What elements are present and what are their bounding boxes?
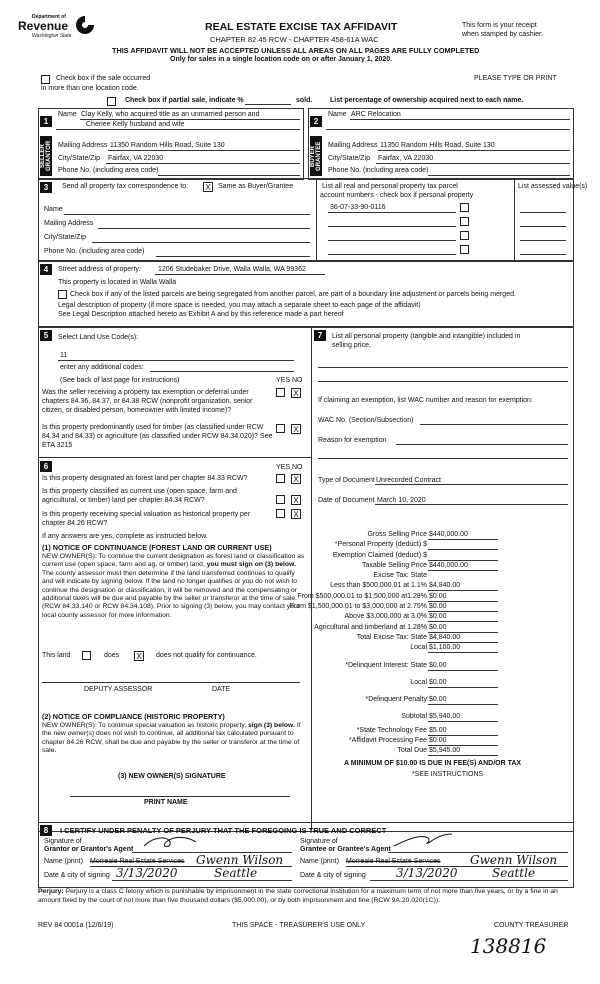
rule bbox=[328, 212, 456, 213]
rule[interactable] bbox=[328, 226, 456, 227]
tax-row bbox=[312, 572, 570, 582]
rule[interactable] bbox=[318, 458, 568, 459]
tax-value[interactable]: $0.00 bbox=[429, 661, 447, 669]
tax-label: Less than $500,000.01 at 1.1% bbox=[330, 582, 427, 590]
tax-row bbox=[312, 613, 570, 623]
tax-label: Exemption Claimed (deduct) $ bbox=[332, 551, 427, 559]
buyer-city[interactable]: Fairfax, VA 22030 bbox=[378, 155, 434, 162]
partial-pct-line[interactable] bbox=[245, 104, 291, 105]
seller-city[interactable]: Fairfax, VA 22030 bbox=[108, 155, 164, 162]
tax-row bbox=[312, 531, 570, 541]
corr-mail-line[interactable] bbox=[98, 228, 310, 229]
form-revision: REV 84 0001a (12/6/19) bbox=[38, 922, 114, 929]
certify-text: I CERTIFY UNDER PENALTY OF PERJURY THAT THE FOREGOING IS TRUE AND CORRECT bbox=[60, 826, 387, 835]
rule[interactable] bbox=[328, 240, 456, 241]
seller-phone-line[interactable] bbox=[158, 175, 300, 176]
rule bbox=[58, 360, 294, 361]
land-does-not-checkbox[interactable] bbox=[82, 651, 91, 660]
tax-row bbox=[312, 634, 570, 644]
grantee-signature-scribble[interactable] bbox=[392, 832, 454, 850]
seller-name-1[interactable]: Clay Kelly, who acquired title as an unmarried person and bbox=[81, 111, 260, 118]
grantor-struck-name: Morreale Real Estate Services bbox=[90, 858, 185, 865]
grantee-sig-of: Signature of bbox=[300, 838, 338, 845]
section-2-number: 2 bbox=[310, 116, 322, 127]
notice-1-a: NEW OWNER(S): To continue the current designation as forest land or classification as current use (open space, farm and ag, or timber) land, bbox=[42, 553, 305, 569]
s6-q1-no-checkbox[interactable]: X bbox=[291, 474, 301, 484]
tax-label: Total Excise Tax: State bbox=[356, 633, 427, 641]
grantor-city[interactable]: Seattle bbox=[214, 866, 258, 880]
buyer-mail-label: Mailing Address bbox=[328, 142, 378, 149]
rule bbox=[428, 670, 498, 671]
notice-1-text bbox=[42, 553, 306, 620]
additional-codes-line[interactable] bbox=[150, 371, 294, 372]
multi-location-label-2: in more than one location code. bbox=[41, 85, 139, 92]
please-type: PLEASE TYPE OR PRINT bbox=[474, 75, 557, 82]
tax-label: *State Technology Fee bbox=[356, 726, 427, 734]
grantee-city[interactable]: Seattle bbox=[492, 866, 536, 880]
buyer-phone-line[interactable] bbox=[428, 175, 570, 176]
grantee-agent-label: Grantee or Grantee's Agent bbox=[300, 846, 391, 853]
tax-row bbox=[312, 727, 570, 737]
s5-q2-no-checkbox[interactable]: X bbox=[291, 424, 301, 434]
rule bbox=[316, 178, 317, 260]
segregated-label: Check box if any of the listed parcels are being segregated from another parcel, are part of a boundary line adjustment or parcels being merged. bbox=[70, 291, 516, 298]
s6-q3-yes-checkbox[interactable] bbox=[276, 509, 285, 518]
buyer-mail[interactable]: 11350 Random Hills Road, Suite 130 bbox=[380, 142, 495, 149]
tax-label: *Delinquent Penalty bbox=[365, 696, 427, 704]
tax-value[interactable]: $0.00 bbox=[429, 623, 447, 631]
tax-label: Local bbox=[410, 644, 427, 652]
personal-property-checkbox-3[interactable] bbox=[460, 231, 469, 240]
buyer-name-label: Name bbox=[328, 111, 347, 118]
rule[interactable] bbox=[520, 226, 566, 227]
corr-city-label: City/State/Zip bbox=[44, 234, 87, 241]
legal-desc-2[interactable]: See Legal Description attached hereto as Exhibit A and by this reference made a part hereof bbox=[58, 311, 344, 318]
wac-label: WAC No. (Section/Subsection) bbox=[318, 417, 414, 424]
tax-row bbox=[312, 562, 570, 572]
rule bbox=[38, 457, 311, 458]
corr-phone-line[interactable] bbox=[156, 256, 310, 257]
rule bbox=[428, 721, 498, 722]
reason-line[interactable] bbox=[396, 444, 568, 445]
seller-city-label: City/State/Zip bbox=[58, 155, 101, 162]
personal-prop-2: selling price. bbox=[332, 342, 371, 349]
land-use-code[interactable]: 11 bbox=[60, 352, 68, 359]
perjury-label: Perjury: bbox=[38, 888, 64, 895]
tax-label: Agricultural and timberland at 1.28% bbox=[314, 623, 427, 631]
land-use-label: Select Land Use Code(s): bbox=[58, 334, 139, 341]
doc-type-label: Type of Document bbox=[318, 477, 375, 484]
doc-date[interactable]: March 10, 2020 bbox=[377, 497, 426, 504]
rule bbox=[112, 880, 292, 881]
tax-value[interactable]: $0.00 bbox=[429, 603, 447, 611]
stamp-number: 138816 bbox=[470, 934, 547, 958]
multi-location-checkbox[interactable] bbox=[41, 75, 50, 84]
personal-prop-1: List all personal property (tangible and intangible) included in bbox=[332, 333, 521, 340]
any-yes: If any answers are yes, complete as instructed below. bbox=[42, 533, 208, 540]
tax-label: Gross Selling Price bbox=[367, 531, 427, 538]
partial-sale-checkbox[interactable] bbox=[107, 97, 116, 106]
s6-q2: Is this property classified as current use (open space, farm and agricultural, or timber) land per chapter 84.34 RCW? bbox=[42, 488, 237, 504]
notice-2-a: NEW OWNER(S): To continue special valuation as historic property, bbox=[42, 722, 247, 729]
grantor-agent-label: Grantor or Grantor's Agent bbox=[44, 846, 134, 853]
list-parcels-1: List all real and personal property tax parcel bbox=[322, 183, 458, 190]
tax-row bbox=[312, 644, 570, 654]
s6-q3-no-checkbox[interactable]: X bbox=[291, 509, 301, 519]
tax-label: Total Due bbox=[397, 747, 427, 755]
rule bbox=[428, 704, 498, 705]
tax-row bbox=[289, 603, 570, 613]
section-1-number: 1 bbox=[40, 116, 52, 127]
rule bbox=[428, 549, 498, 550]
same-as-buyer-checkbox[interactable]: X bbox=[203, 182, 213, 192]
buyer-phone-label: Phone No. (including area code) bbox=[328, 167, 429, 174]
land-does-checkbox[interactable]: X bbox=[134, 651, 144, 661]
only-for-text: Only for sales in a single location code on or after January 1, 2020. bbox=[170, 56, 393, 63]
corr-name-label: Name bbox=[44, 206, 63, 213]
s6-q2-no-checkbox[interactable]: X bbox=[291, 495, 301, 505]
rule[interactable] bbox=[520, 240, 566, 241]
notice-1-b: you must sign on (3) below. bbox=[206, 561, 296, 569]
s5-yes: YES bbox=[276, 377, 291, 384]
rule bbox=[428, 590, 498, 591]
tax-row bbox=[312, 713, 570, 723]
rule bbox=[428, 601, 498, 602]
rule bbox=[428, 642, 498, 643]
receipt-note-1: This form is your receipt bbox=[462, 22, 537, 29]
s5-q2: Is this property predominantly used for timber (as classified under RCW 84.34 and 84.33) or agriculture (as classified under RCW 84.34.020)? See ETA 3215 bbox=[42, 424, 273, 449]
legal-desc-1: Legal description of property (if more space is needed, you may attach a separate sheet to each page of the affidavit) bbox=[58, 302, 421, 309]
notice-1-title: (1) NOTICE OF CONTINUANCE (FOREST LAND OR CURRENT USE) bbox=[42, 543, 272, 552]
warning-text: THIS AFFIDAVIT WILL NOT BE ACCEPTED UNLESS ALL AREAS ON ALL PAGES ARE FULLY COMPLETED bbox=[112, 46, 480, 55]
grantor-date[interactable]: 3/13/2020 bbox=[116, 866, 178, 880]
rule[interactable] bbox=[318, 381, 568, 382]
see-back: (See back of last page for instructions) bbox=[60, 377, 180, 384]
tax-row bbox=[312, 624, 570, 634]
tax-row bbox=[312, 679, 570, 689]
corr-name-line[interactable] bbox=[64, 214, 310, 215]
rule bbox=[376, 163, 570, 164]
tax-value[interactable]: $0.00 bbox=[429, 592, 447, 600]
street-label: Street address of property: bbox=[58, 266, 141, 273]
s5-q1-no-checkbox[interactable]: X bbox=[291, 388, 301, 398]
rule bbox=[514, 178, 515, 260]
tax-label: *Personal Property (deduct) $ bbox=[334, 541, 427, 549]
new-owner-signature-label: (3) NEW OWNER(S) SIGNATURE bbox=[118, 773, 226, 780]
s5-no: NO bbox=[292, 377, 303, 384]
segregated-checkbox[interactable] bbox=[58, 290, 67, 299]
tax-value[interactable]: $5,945.00 bbox=[429, 747, 461, 755]
section-6-number: 6 bbox=[40, 461, 52, 472]
rule bbox=[350, 119, 570, 120]
notice-2-title: (2) NOTICE OF COMPLIANCE (HISTORIC PROPERTY) bbox=[42, 712, 225, 721]
section-5-number: 5 bbox=[40, 330, 52, 341]
tax-row bbox=[312, 696, 570, 706]
tax-value[interactable]: $4,840.00 bbox=[429, 582, 461, 590]
seller-mail[interactable]: 11350 Random Hills Road, Suite 130 bbox=[110, 142, 225, 149]
this-land: This land bbox=[42, 652, 71, 659]
seller-name-label: Name bbox=[58, 111, 77, 118]
does-label: does bbox=[104, 652, 120, 659]
form-chapter: CHAPTER 82.45 RCW - CHAPTER 458-61A WAC bbox=[210, 35, 379, 44]
tax-label: Subtotal bbox=[401, 713, 427, 721]
section-4-number: 4 bbox=[40, 264, 52, 275]
s5-q1-yes-checkbox[interactable] bbox=[276, 388, 285, 397]
s6-yes: YES bbox=[276, 464, 291, 471]
doc-date-label: Date of Document bbox=[318, 497, 375, 504]
deputy-assessor: DEPUTY ASSESSOR bbox=[84, 686, 153, 693]
tax-row bbox=[312, 662, 570, 672]
rule bbox=[326, 129, 570, 130]
not-qualify: does not qualify for continuance. bbox=[156, 652, 257, 659]
tax-row bbox=[312, 747, 570, 757]
perjury-body: Perjury is a class C felony which is punishable by imprisonment in the state correctional institution for a maximum term of not more than five years, or by a fine in an amount fixed by the court of not more than five thousand dollars ($5,000.00), or by both imprisonment and fine (RCW 9A.20.020(1C)). bbox=[38, 888, 558, 904]
rule bbox=[428, 652, 498, 653]
tax-value[interactable]: $1,100.00 bbox=[429, 644, 461, 652]
tax-label: Excise Tax: State bbox=[373, 572, 427, 580]
tax-label: *Affidavit Processing Fee bbox=[348, 737, 427, 745]
tax-row bbox=[312, 552, 570, 562]
rule bbox=[428, 570, 498, 571]
send-correspondence-label: Send all property tax correspondence to: bbox=[62, 183, 189, 190]
buyer-side-label: BUYER GRANTEE bbox=[310, 136, 322, 176]
street-address[interactable]: 1206 Studebaker Drive, Walla Walla, WA 99362 bbox=[158, 266, 306, 273]
doc-type[interactable]: Unrecorded Contract bbox=[376, 477, 441, 484]
rule bbox=[428, 611, 498, 612]
rule bbox=[428, 687, 498, 688]
s6-q1-yes-checkbox[interactable] bbox=[276, 474, 285, 483]
sold-label: sold. bbox=[296, 97, 313, 104]
logo-swirl-icon bbox=[74, 14, 96, 36]
section-7-number: 7 bbox=[314, 330, 326, 341]
tax-row bbox=[312, 541, 570, 551]
tax-table bbox=[289, 531, 570, 758]
tax-label: *Delinquent Interest: State bbox=[345, 661, 427, 669]
list-percentage: List percentage of ownership acquired next to each name. bbox=[330, 97, 524, 104]
grantee-print-name[interactable]: Gwenn Wilson bbox=[470, 853, 558, 867]
rule bbox=[378, 150, 570, 151]
notice-2-text bbox=[42, 722, 306, 756]
s6-no: NO bbox=[292, 464, 303, 471]
rule bbox=[155, 274, 325, 275]
tax-value[interactable]: $0.00 bbox=[429, 696, 447, 704]
grantee-date[interactable]: 3/13/2020 bbox=[396, 866, 458, 880]
rule bbox=[106, 163, 300, 164]
logo-sub: Washington State bbox=[32, 33, 72, 39]
grantee-date-label: Date & city of signing bbox=[300, 872, 366, 879]
personal-property-checkbox-2[interactable] bbox=[460, 217, 469, 226]
additional-codes-label: enter any additional codes: bbox=[60, 364, 144, 371]
tax-value[interactable]: $5.00 bbox=[429, 726, 447, 734]
tax-row bbox=[297, 592, 570, 603]
corr-phone-label: Phone No. (including area code) bbox=[44, 248, 145, 255]
see-instructions: *SEE INSTRUCTIONS bbox=[412, 771, 484, 778]
tax-label: Taxable Selling Price bbox=[362, 561, 427, 569]
grantor-signature-scribble[interactable] bbox=[140, 834, 200, 850]
s6-q2-yes-checkbox[interactable] bbox=[276, 495, 285, 504]
section-8-number: 8 bbox=[40, 825, 52, 836]
rule bbox=[428, 632, 498, 633]
grantor-date-label: Date & city of signing bbox=[44, 872, 110, 879]
receipt-note-2: when stamped by cashier. bbox=[462, 31, 543, 38]
multi-location-label-1: Check box if the sale occurred bbox=[56, 75, 151, 82]
tax-value[interactable]: $440,000.00 bbox=[429, 561, 468, 569]
notice-1-c: The county assessor must then determine if the land transferred continues to qualify and will indicate by signing below. If the land no longer qualifies or you do not wish to continue the designation or classification, it will be removed and the compensating or additional taxes will be due and payable by the seller or transferor at the time of sale. (RCW 84.33.140 or RCW 84.34.108). Prior to signing (3) below, you may contact your local county assessor for more information. bbox=[42, 569, 301, 619]
tax-row bbox=[312, 582, 570, 592]
rule bbox=[375, 504, 568, 505]
exemption-label: If claiming an exemption, list WAC number and reason for exemption: bbox=[318, 397, 533, 404]
logo-top: Department of bbox=[32, 14, 66, 20]
seller-name-2[interactable]: Cheriee Kelly husband and wife bbox=[86, 121, 185, 128]
personal-property-checkbox-4[interactable] bbox=[460, 245, 469, 254]
section-3-number: 3 bbox=[40, 182, 52, 193]
tax-value[interactable]: $5,940.00 bbox=[429, 713, 461, 721]
seller-side-label: SELLER GRANTOR bbox=[40, 136, 52, 176]
treasurer-use-only: THIS SPACE - TREASURER'S USE ONLY bbox=[232, 922, 366, 929]
form-title: REAL ESTATE EXCISE TAX AFFIDAVIT bbox=[205, 21, 398, 33]
corr-mail-label: Mailing Address bbox=[44, 220, 94, 227]
notice-2-c: If the new owner(s) does not wish to continue, all additional tax calculated pursuant to chapter 84.26 RCW, shall be due and payable by the seller or transferor at the time of sale. bbox=[42, 722, 301, 755]
personal-property-checkbox-1[interactable] bbox=[460, 203, 469, 212]
parcel-number[interactable]: 36-07-33-90-0116 bbox=[330, 204, 386, 211]
rule bbox=[428, 621, 498, 622]
s5-q1: Was the seller receiving a property tax exemption or deferral under chapters 84.36, 84.37, or 84.38 RCW (nonprofit organization, senior citizen, or disabled person, homeowner with limited income)? bbox=[42, 389, 253, 414]
rule[interactable] bbox=[318, 367, 568, 368]
rule bbox=[56, 129, 300, 130]
grantee-struck-name: Morreale Real Estate Services bbox=[346, 858, 441, 865]
tax-row bbox=[312, 737, 570, 747]
assessor-signature-line[interactable] bbox=[42, 682, 300, 683]
grantor-sig-of: Signature of bbox=[44, 838, 82, 845]
county-treasurer: COUNTY TREASURER bbox=[494, 922, 569, 929]
reason-label: Reason for exemption bbox=[318, 437, 387, 444]
rule[interactable] bbox=[520, 254, 566, 255]
rule bbox=[428, 560, 498, 561]
grantee-name-print-label: Name (print) bbox=[300, 858, 339, 865]
tax-label: Above $3,000,000 at 3.0% bbox=[344, 613, 427, 621]
s6-q1: Is this property designated as forest land per chapter 84.33 RCW? bbox=[42, 475, 248, 482]
notice-2-b: sign (3) below. bbox=[248, 722, 295, 729]
rule bbox=[428, 539, 498, 540]
rule[interactable] bbox=[328, 254, 456, 255]
tax-value[interactable]: $0.00 bbox=[429, 613, 447, 621]
print-name-label: PRINT NAME bbox=[144, 799, 188, 806]
tax-value[interactable]: $4,840.00 bbox=[429, 633, 461, 641]
tax-label: Local bbox=[410, 678, 427, 686]
located-in: This property is located in Walla Walla bbox=[58, 279, 177, 286]
partial-sale-label: Check box if partial sale, indicate % bbox=[125, 97, 244, 104]
rule bbox=[370, 880, 568, 881]
tax-label: From $1,500,000.01 to $3,000,000 at 2.75% bbox=[289, 603, 427, 611]
tax-value[interactable]: $0.00 bbox=[429, 737, 447, 745]
dor-logo bbox=[18, 14, 100, 44]
rule bbox=[375, 484, 568, 485]
tax-value[interactable]: $440,000.00 bbox=[429, 531, 468, 538]
buyer-city-label: City/State/Zip bbox=[328, 155, 371, 162]
wac-line[interactable] bbox=[420, 424, 568, 425]
perjury-text bbox=[38, 888, 572, 905]
list-parcels-2: account numbers - check box if personal property bbox=[320, 192, 474, 199]
assessor-date: DATE bbox=[212, 686, 231, 693]
list-assessed: List assessed value(s) bbox=[518, 183, 588, 190]
rule bbox=[108, 150, 300, 151]
rule[interactable] bbox=[520, 212, 566, 213]
corr-city-line[interactable] bbox=[92, 242, 310, 243]
seller-mail-label: Mailing Address bbox=[58, 142, 108, 149]
s5-q2-yes-checkbox[interactable] bbox=[276, 424, 285, 433]
s6-q3: Is this property receiving special valuation as historical property per chapter 84.26 RCW? bbox=[42, 511, 251, 527]
rule bbox=[428, 745, 498, 746]
grantor-print-name[interactable]: Gwenn Wilson bbox=[196, 853, 284, 867]
rule bbox=[428, 755, 498, 756]
buyer-name[interactable]: ARC Relocation bbox=[351, 111, 401, 118]
rule bbox=[80, 119, 300, 120]
new-owner-signature-line[interactable] bbox=[70, 796, 290, 797]
tax-value[interactable]: $0.00 bbox=[429, 678, 447, 686]
grantor-name-print-label: Name (print) bbox=[44, 858, 83, 865]
minimum-due: A MINIMUM OF $10.00 IS DUE IN FEE(S) AND/OR TAX bbox=[344, 760, 522, 767]
same-as-buyer-label: Same as Buyer/Grantee bbox=[218, 183, 294, 190]
tax-label: From $500,000.01 to $1,500,000 at1.28% bbox=[297, 592, 427, 600]
logo-main: Revenue bbox=[18, 19, 69, 33]
seller-phone-label: Phone No. (including area code) bbox=[58, 167, 159, 174]
rule bbox=[428, 735, 498, 736]
